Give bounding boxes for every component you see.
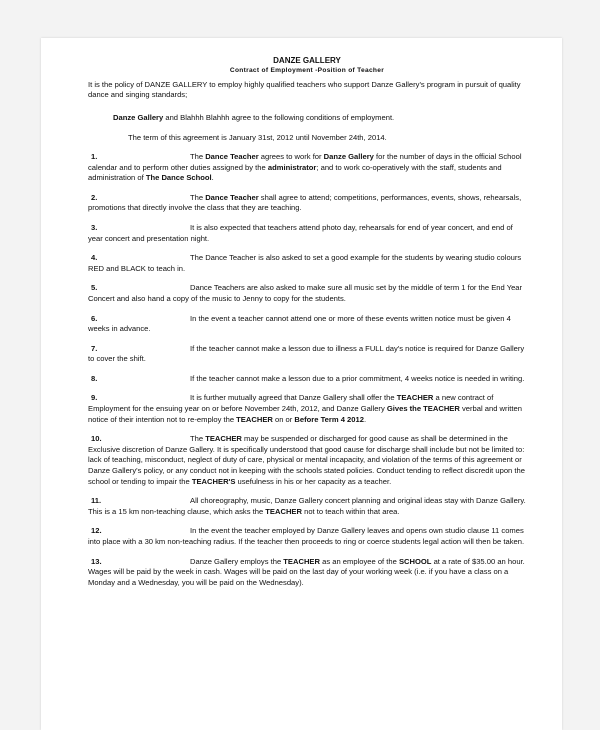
clause-text-part: may be suspended or discharged for good cause as shall be determined in the Exclusive discretion of Danze Gallery. It is specifically understood that good cause for discharge shall include but not be limited to: lack of teaching, misconduct, neglect of duty of care, physical or mental incapacity, and violation of the terms of this agreement or Danze Gallery's policy, or any conduct not in keeping with the schools stated policies. Conduct tending to reflect discredit upon the school or tending to impair the — [88, 434, 525, 486]
clause-13 — [88, 557, 526, 589]
clause-number: 11. — [91, 496, 102, 506]
term-paragraph: The term of this agreement is January 31st, 2012 until November 24th, 2014. — [128, 133, 387, 143]
clause-text — [88, 434, 526, 487]
clause-bold-part: TEACHER'S — [191, 476, 236, 486]
clause-number: 3. — [91, 222, 98, 232]
clause-4 — [88, 253, 526, 274]
clause-text — [88, 193, 526, 214]
clause-bold-part: Gives the TEACHER — [386, 404, 460, 414]
document-title: DANZE GALLERY — [273, 56, 341, 65]
clause-1 — [88, 152, 526, 184]
clause-text: In the event the teacher employed by Danze Gallery leaves and opens own studio clause 11 comes into place with a 30 km non-teaching radius. If the teacher then proceeds to ring or coerce students legal action will then be taken. — [88, 526, 525, 546]
clause-text-part: It is further mutually agreed that Danze Gallery shall offer the — [190, 393, 397, 403]
clause-number: 4. — [91, 253, 98, 263]
clause-text-part: at a rate of $35.00 an hour. Wages will be paid by the week in cash. Wages will be paid on the last day of your working week (i.e. if you have a class on a Monday and a Wednesday, you will be paid on the Wednesday). — [88, 556, 525, 587]
clause-bold-part: TEACHER — [205, 434, 242, 444]
clause-text: If the teacher cannot make a lesson due to illness a FULL day's notice is required for Danze Gallery to cover the shift. — [88, 343, 525, 364]
clause-5 — [88, 283, 526, 304]
clause-bold-part: TEACHER — [283, 556, 320, 566]
clause-text: If the teacher cannot make a lesson due to a prior commitment, 4 weeks notice is needed in writing. — [190, 373, 525, 383]
clause-7 — [88, 344, 526, 365]
clause-bold-part: The Dance School — [145, 173, 212, 183]
clause-2 — [88, 193, 526, 214]
clause-text-part: as an employee of the — [320, 556, 399, 566]
clause-text — [88, 393, 526, 425]
clause-number: 12. — [91, 526, 102, 536]
clause-text-part: ; and to work co-operatively with the staff, students and administration of — [88, 162, 502, 183]
parties-paragraph — [113, 113, 526, 124]
clause-number: 6. — [91, 313, 98, 323]
clause-number: 10. — [91, 434, 102, 444]
clause-text-part: All choreography, music, Danze Gallery concert planning and original ideas stay with Danze Gallery. This is a 15 km non-teaching clause, which asks the — [88, 496, 526, 516]
party-2: Blahhh Blahhh — [180, 112, 230, 122]
clause-11 — [88, 496, 526, 517]
clause-text-part: usefulness in his or her capacity as a teacher. — [235, 476, 392, 486]
clause-bold-part: TEACHER — [265, 506, 302, 516]
intro-paragraph: It is the policy of DANZE GALLERY to employ highly qualified teachers who support Danze Gallery's program in pursuit of quality dance and singing standards; — [88, 79, 521, 100]
party-1: Danze Gallery — [113, 112, 164, 122]
clause-text-part: a new contract of Employment for the ensuing year on or before November 24th, 2012, and Danze Gallery — [88, 393, 494, 414]
clause-number: 9. — [91, 393, 98, 403]
clause-6 — [88, 314, 526, 335]
clause-bold-part: TEACHER — [396, 393, 434, 403]
clause-text: It is also expected that teachers attend photo day, rehearsals for end of year concert, and end of year concert and presentation night. — [88, 222, 513, 243]
document-subtitle: Contract of Employment -Position of Teacher — [229, 67, 385, 74]
clause-text-part: . — [363, 414, 367, 424]
clause-text-part: shall agree to attend; competitions, performances, events, shows, rehearsals, promotions that directly involve the class that they are teaching. — [88, 192, 522, 213]
clause-10 — [88, 434, 526, 487]
clause-text-part: not to teach within that area. — [302, 506, 400, 516]
clause-text-part: verbal and written notice of their intention not to re-employ the — [88, 404, 522, 424]
clause-text — [88, 496, 526, 517]
clause-bold-part: Danze Gallery — [323, 151, 374, 161]
clause-8 — [88, 374, 526, 385]
clause-bold-part: SCHOOL — [398, 556, 432, 566]
clause-9 — [88, 393, 526, 425]
clause-bold-part: Dance Teacher — [205, 192, 259, 202]
document-content — [88, 56, 526, 597]
clause-bold-part: Before Term 4 2012 — [294, 414, 364, 424]
clause-number: 5. — [91, 283, 98, 293]
clause-number: 7. — [91, 343, 98, 353]
clause-text: In the event a teacher cannot attend one or more of these events written notice must be given 4 weeks in advance. — [88, 313, 511, 334]
clause-text-part: for the number of days in the official School calendar and to perform other duties assigned by the — [88, 151, 522, 172]
clause-3 — [88, 223, 526, 244]
clause-number: 8. — [91, 373, 98, 383]
clause-number: 13. — [91, 556, 102, 566]
clause-text-part: The — [190, 192, 206, 202]
parties-rest: agree to the following conditions of employment. — [229, 112, 395, 122]
clause-12 — [88, 526, 526, 547]
parties-and: and — [163, 112, 181, 122]
clause-text: Dance Teachers are also asked to make sure all music set by the middle of term 1 for the End Year Concert and also hand a copy of the music to Jenny to copy for the students. — [88, 283, 523, 303]
clause-bold-part: Dance Teacher — [205, 151, 259, 161]
clause-number: 2. — [91, 192, 98, 202]
clause-text-part: . — [211, 173, 214, 183]
clause-text-part: The — [190, 151, 206, 161]
clause-text-part: The — [190, 434, 206, 444]
document-page — [41, 38, 562, 730]
clause-text-part: agrees to work for — [258, 151, 324, 161]
clause-text — [88, 152, 526, 184]
clause-text: The Dance Teacher is also asked to set a good example for the students by wearing studio colours RED and BLACK to teach in. — [88, 253, 522, 273]
clause-text-part: on or — [272, 414, 295, 424]
clause-bold-part: administrator — [267, 162, 317, 172]
clause-text — [88, 557, 526, 589]
clause-bold-part: TEACHER — [236, 414, 273, 424]
clause-text-part: Danze Gallery employs the — [190, 556, 284, 566]
clause-number: 1. — [91, 151, 98, 161]
